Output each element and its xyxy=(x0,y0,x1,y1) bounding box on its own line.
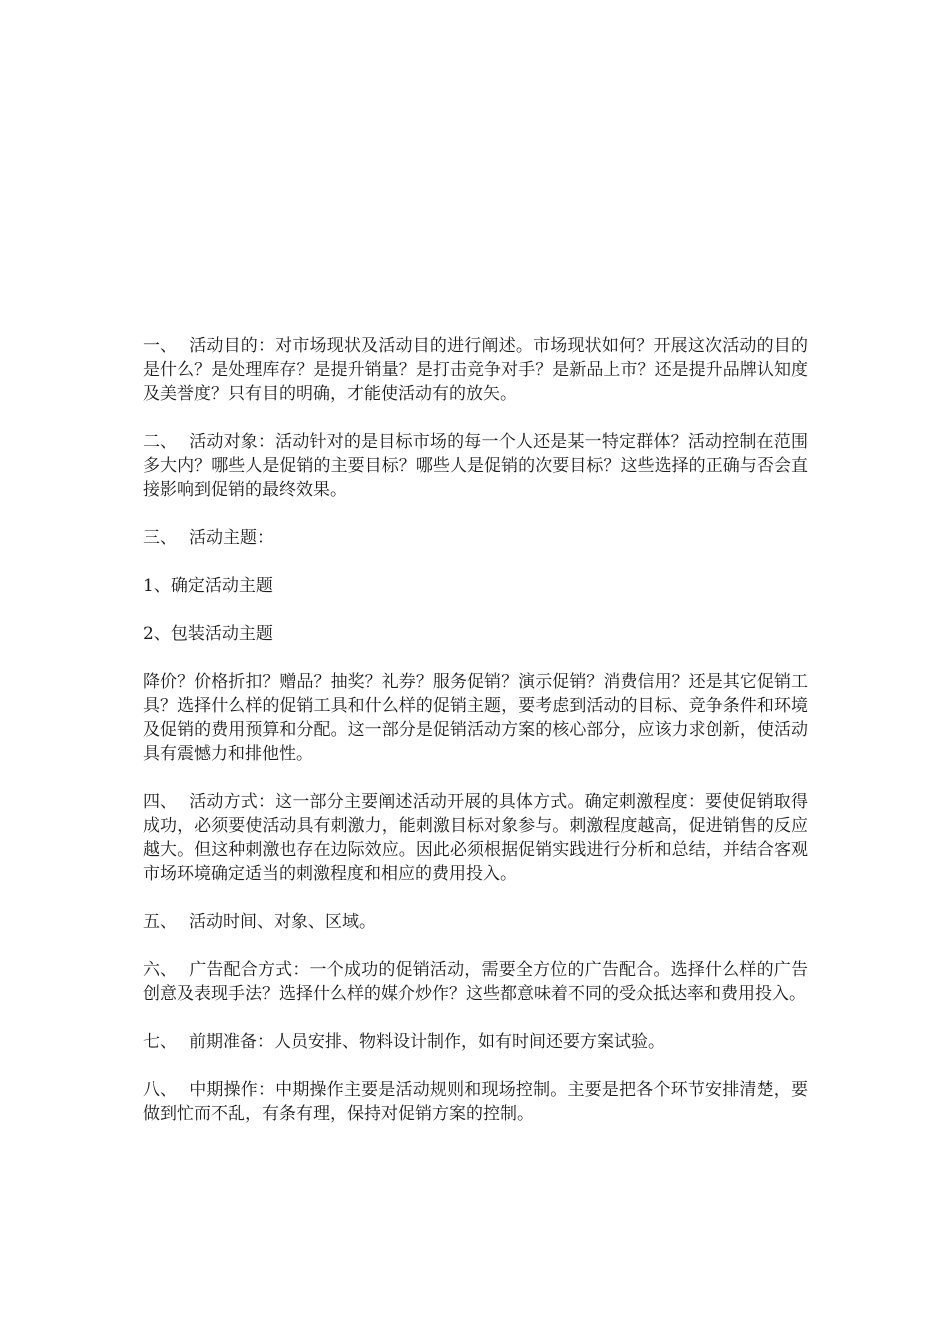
paragraph-objective xyxy=(143,334,808,406)
section-number: 五、 xyxy=(143,912,177,932)
paragraph-text: 前期准备：人员安排、物料设计制作，如有时间还要方案试验。 xyxy=(189,1032,665,1052)
section-number: 六、 xyxy=(143,960,177,980)
paragraph-target xyxy=(143,430,808,502)
paragraph-advertising xyxy=(143,958,808,1006)
section-number: 一、 xyxy=(143,336,177,356)
paragraph-text: 降价？价格折扣？赠品？抽奖？礼券？服务促销？演示促销？消费信用？还是其它促销工具？选择什么样的促销工具和什么样的促销主题，要考虑到活动的目标、竞争条件和环境及促销的费用预算和分配。这一部分是促销活动方案的核心部分，应该力求创新，使活动具有震憾力和排他性。 xyxy=(143,672,808,764)
section-number: 二、 xyxy=(143,432,177,452)
paragraph-text: 活动主题： xyxy=(189,528,274,548)
paragraph-text: 活动方式：这一部分主要阐述活动开展的具体方式。确定刺激程度：要使促销取得成功，必须要使活动具有刺激力，能刺激目标对象参与。刺激程度越高，促进销售的反应越大。但这种刺激也存在边际效应。因此必须根据促销实践进行分析和总结，并结合客观市场环境确定适当的刺激程度和相应的费用投入。 xyxy=(143,792,808,884)
section-number: 三、 xyxy=(143,528,177,548)
paragraph-text: 2、包装活动主题 xyxy=(143,624,273,644)
paragraph-time xyxy=(143,910,808,934)
paragraph-text: 活动时间、对象、区域。 xyxy=(189,912,376,932)
paragraph-theme-item-1 xyxy=(143,574,808,598)
section-number: 七、 xyxy=(143,1032,177,1052)
paragraph-operation xyxy=(143,1078,808,1126)
paragraph-text: 1、确定活动主题 xyxy=(143,576,273,596)
paragraph-text: 中期操作：中期操作主要是活动规则和现场控制。主要是把各个环节安排清楚，要做到忙而不乱，有条有理，保持对促销方案的控制。 xyxy=(143,1080,808,1124)
paragraph-text: 活动对象：活动针对的是目标市场的每一个人还是某一特定群体？活动控制在范围多大内？哪些人是促销的主要目标？哪些人是促销的次要目标？这些选择的正确与否会直接影响到促销的最终效果。 xyxy=(143,432,808,500)
paragraph-promo-tools xyxy=(143,670,808,766)
paragraph-text: 广告配合方式：一个成功的促销活动，需要全方位的广告配合。选择什么样的广告创意及表现手法？选择什么样的媒介炒作？这些都意味着不同的受众抵达率和费用投入。 xyxy=(143,960,808,1004)
paragraph-text: 活动目的：对市场现状及活动目的进行阐述。市场现状如何？开展这次活动的目的是什么？是处理库存？是提升销量？是打击竞争对手？是新品上市？还是提升品牌认知度及美誉度？只有目的明确，才能使活动有的放矢。 xyxy=(143,336,808,404)
section-number: 四、 xyxy=(143,792,177,812)
document-body xyxy=(143,334,808,1126)
section-number: 八、 xyxy=(143,1080,177,1100)
paragraph-preparation xyxy=(143,1030,808,1054)
paragraph-method xyxy=(143,790,808,886)
paragraph-theme-item-2 xyxy=(143,622,808,646)
paragraph-theme xyxy=(143,526,808,550)
